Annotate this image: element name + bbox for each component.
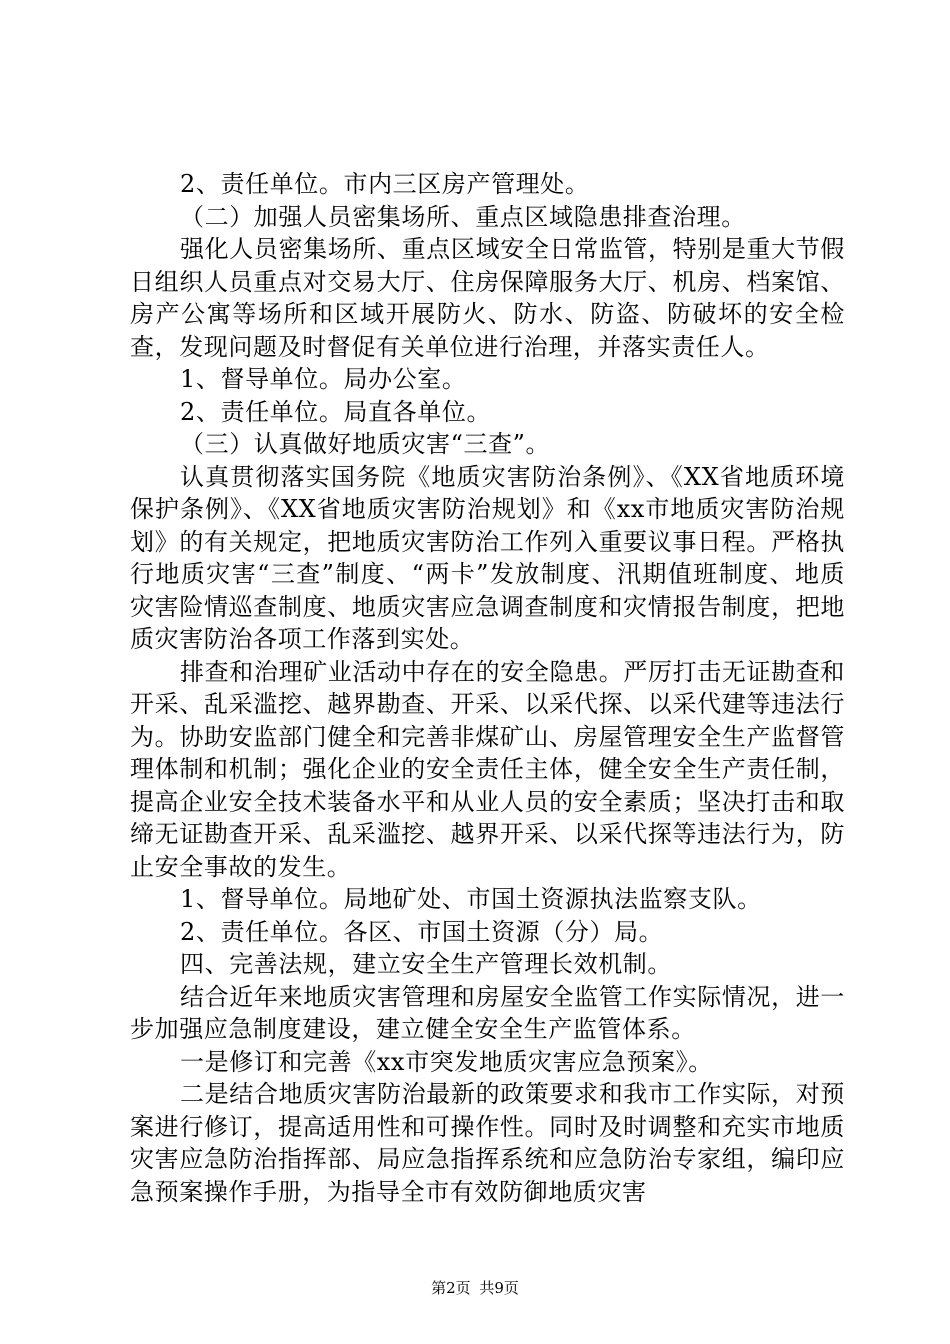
paragraph-supervising-unit-office: 1、督导单位。局办公室。: [180, 365, 467, 393]
paragraph-responsible-unit-housing: 2、责任单位。市内三区房产管理处。: [180, 170, 590, 198]
section-heading-crowded-places: （二）加强人员密集场所、重点区域隐患排查治理。: [180, 202, 746, 231]
paragraph-geological-regulations: 认真贯彻落实国务院《地质灾害防治条例》、《XX省地质环境保护条例》、《XX省地质灾害防治规划》和《xx市地质灾害防治规划》的有关规定，把地质灾害防治工作列入重要议事日程。严格执行地质灾害“三查”制度、“两卡”发放制度、汛期值班制度、地质灾害险情巡查制度、地质灾害应急调查制度和灾情报告制度，把地质灾害防治各项工作落到实处。: [130, 462, 845, 653]
paragraph-plan-revision: 一是修订和完善《xx市突发地质灾害应急预案》。: [180, 1047, 713, 1076]
paragraph-responsible-unit-direct: 2、责任单位。局直各单位。: [180, 397, 492, 426]
page-total: 共9页: [479, 1279, 519, 1297]
paragraph-responsible-unit-land: 2、责任单位。各区、市国土资源（分）局。: [180, 917, 664, 946]
paragraph-emergency-system: 结合近年来地质灾害管理和房屋安全监管工作实际情况，进一步加强应急制度建设，建立健全安全生产监管体系。: [130, 982, 845, 1043]
section-heading-geological-disaster: （三）认真做好地质灾害“三查”。: [180, 430, 551, 458]
section-heading-regulations: 四、完善法规，建立安全生产管理长效机制。: [180, 950, 672, 978]
page-footer: [0, 1278, 950, 1298]
paragraph-plan-update: 二是结合地质灾害防治最新的政策要求和我市工作实际，对预案进行修订，提高适用性和可操作性。同时及时调整和充实市地质灾害应急防治指挥部、局应急指挥系统和应急防治专家组，编印应急预案操作手册，为指导全市有效防御地质灾害: [130, 1080, 845, 1206]
paragraph-supervising-unit-mining: 1、督导单位。局地矿处、市国土资源执法监察支队。: [180, 885, 762, 913]
page-number: 第2页: [431, 1279, 471, 1297]
document-body: [130, 168, 845, 1208]
paragraph-mining-hazards: 排查和治理矿业活动中存在的安全隐患。严厉打击无证勘查和开采、乱采滥挖、越界勘查、开采、以采代探、以采代建等违法行为。协助安监部门健全和完善非煤矿山、房屋管理安全生产监督管理体制和机制；强化企业的安全责任主体，健全安全生产责任制，提高企业安全技术装备水平和从业人员的安全素质；坚决打击和取缔无证勘查开采、乱采滥挖、越界开采、以采代探等违法行为，防止安全事故的发生。: [130, 657, 845, 881]
paragraph-crowded-places-supervision: 强化人员密集场所、重点区域安全日常监管，特别是重大节假日组织人员重点对交易大厅、住房保障服务大厅、机房、档案馆、房产公寓等场所和区域开展防火、防水、防盗、防破坏的安全检查，发现问题及时督促有关单位进行治理，并落实责任人。: [130, 235, 845, 361]
